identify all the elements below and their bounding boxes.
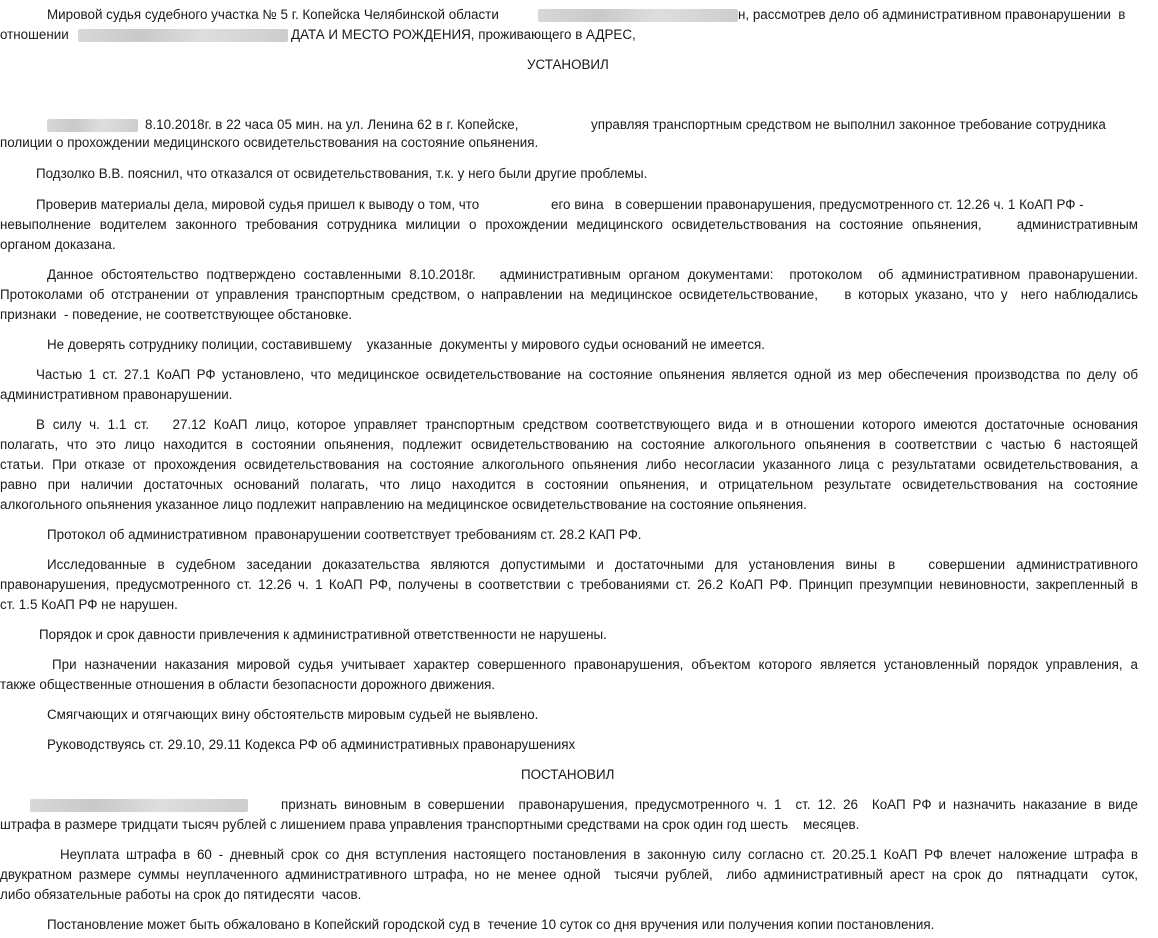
redacted-judge-name <box>538 9 738 22</box>
heading-resolved: ПОСТАНОВИЛ <box>521 767 615 782</box>
para15-line2: штрафа в размере тридцати тысяч рублей с лишением права управления транспортными средствами на срок один год шесть месяцев. <box>0 817 860 832</box>
heading-established: УСТАНОВИЛ <box>527 57 609 72</box>
para10-line3: ст. 1.5 КоАП РФ не нарушен. <box>0 597 178 612</box>
intro-line-2b: ДАТА И МЕСТО РОЖДЕНИЯ, проживающего в АДРЕС, <box>291 27 636 42</box>
para3: Подзолко В.В. пояснил, что отказался от освидетельствования, т.к. у него были другие проблемы. <box>36 166 648 181</box>
para5-line1: Данное обстоятельство подтверждено составленными 8.10.2018г. административным органом документами: протоколом об административном правонарушении. <box>47 267 1138 282</box>
intro-line-2a: отношении <box>0 27 69 42</box>
para17: Постановление может быть обжаловано в Копейский городской суд в течение 10 суток со дня вручения или получения копии постановления. <box>47 917 935 932</box>
intro-line-1b: н, рассмотрев дело об административном правонарушении в <box>738 7 1126 22</box>
para7-line2: административном правонарушении. <box>0 387 233 402</box>
redacted-defendant-name <box>78 29 288 42</box>
para2-line2: полиции о прохождении медицинского освидетельствования на состояние опьянения. <box>0 135 539 150</box>
para11: Порядок и срок давности привлечения к административной ответственности не нарушены. <box>39 627 607 642</box>
para2-line1b: управляя транспортным средством не выполнил законное требование сотрудника <box>591 117 1106 132</box>
para4-line1b: его вина в совершении правонарушения, предусмотренного ст. 12.26 ч. 1 КоАП РФ - <box>551 197 1084 212</box>
para8-line5: алкогольного опьянения указанное лицо подлежит направлению на медицинское освидетельствование на состояние опьянения. <box>0 497 807 512</box>
para4-line2: невыполнение водителем законного требования сотрудника милиции о прохождении медицинского освидетельствования на состояние опьянения, административным <box>0 217 1138 232</box>
para8-line1: В силу ч. 1.1 ст. 27.12 КоАП лицо, которое управляет транспортным средством соответствующего вида и в отношении которого имеются достаточные основания <box>36 417 1138 432</box>
para4-line1a: Проверив материалы дела, мировой судья пришел к выводу о том, что <box>36 197 480 212</box>
para4-line3: органом доказана. <box>0 237 116 252</box>
para7-line1: Частью 1 ст. 27.1 КоАП РФ установлено, что медицинское освидетельствование на состояние опьянения является одной из мер обеспечения производства по делу об <box>36 367 1138 382</box>
para16-line2: двукратном размере суммы неуплаченного административного штрафа, но не менее одной тысячи рублей, либо административный арест на срок до пятнадцати суток, <box>0 867 1138 882</box>
para15-line1: признать виновным в совершении правонарушения, предусмотренного ч. 1 ст. 12. 26 КоАП РФ и назначить наказание в виде <box>281 797 1138 812</box>
para12-line2: также общественные отношения в области безопасности дорожного движения. <box>0 677 496 692</box>
para5-line2: Протоколами об отстранении от управления транспортным средством, о направлении на медицинское освидетельствование, в которых указано, что у него наблюдались <box>0 287 1138 302</box>
para8-line4: равно при наличии достаточных оснований полагать, что лицо находится в состоянии опьянения, и отрицательном результате освидетельствования на состояние <box>0 477 1138 492</box>
para14: Руководствуясь ст. 29.10, 29.11 Кодекса РФ об административных правонарушениях <box>47 737 576 752</box>
para16-line1: Неуплата штрафа в 60 - дневный срок со дня вступления настоящего постановления в законную силу согласно ст. 20.25.1 КоАП РФ влечет наложение штрафа в <box>60 847 1138 862</box>
para13: Смягчающих и отягчающих вину обстоятельств мировым судьей не выявлено. <box>47 707 539 722</box>
para16-line3: либо обязательные работы на срок до пятидесяти часов. <box>0 887 362 902</box>
redacted-defendant-name-2 <box>47 119 138 132</box>
para8-line2: полагать, что это лицо находится в состоянии опьянения, подлежит освидетельствованию на состояние алкогольного опьянения в соответствии с частью 6 настоящей <box>0 437 1138 452</box>
para10-line2: правонарушения, предусмотренного ст. 12.26 ч. 1 КоАП РФ, получены в соответствии с требованиями ст. 26.2 КоАП РФ. Принцип презумпции невиновности, закрепленный в <box>0 577 1138 592</box>
para6: Не доверять сотруднику полиции, составившему указанные документы у мирового судьи оснований не имеется. <box>47 337 765 352</box>
para12-line1: При назначении наказания мировой судья учитывает характер совершенного правонарушения, объектом которого является установленный порядок управления, а <box>52 657 1138 672</box>
para9: Протокол об административном правонарушении соответствует требованиям ст. 28.2 КАП РФ. <box>47 527 642 542</box>
para2-line1a: 8.10.2018г. в 22 часа 05 мин. на ул. Ленина 62 в г. Копейске, <box>145 117 519 132</box>
para10-line1: Исследованные в судебном заседании доказательства являются допустимыми и достаточными для установления вины в совершении административного <box>47 557 1138 572</box>
redacted-defendant-name-3 <box>30 799 248 812</box>
para5-line3: признаки - поведение, не соответствующее обстановке. <box>0 307 353 322</box>
para8-line3: статьи. При отказе от прохождения освидетельствования на состояние алкогольного опьянения либо несогласии указанного лица с результатами освидетельствования, а <box>0 457 1138 472</box>
intro-line-1a: Мировой судья судебного участка № 5 г. Копейска Челябинской области <box>47 7 499 22</box>
